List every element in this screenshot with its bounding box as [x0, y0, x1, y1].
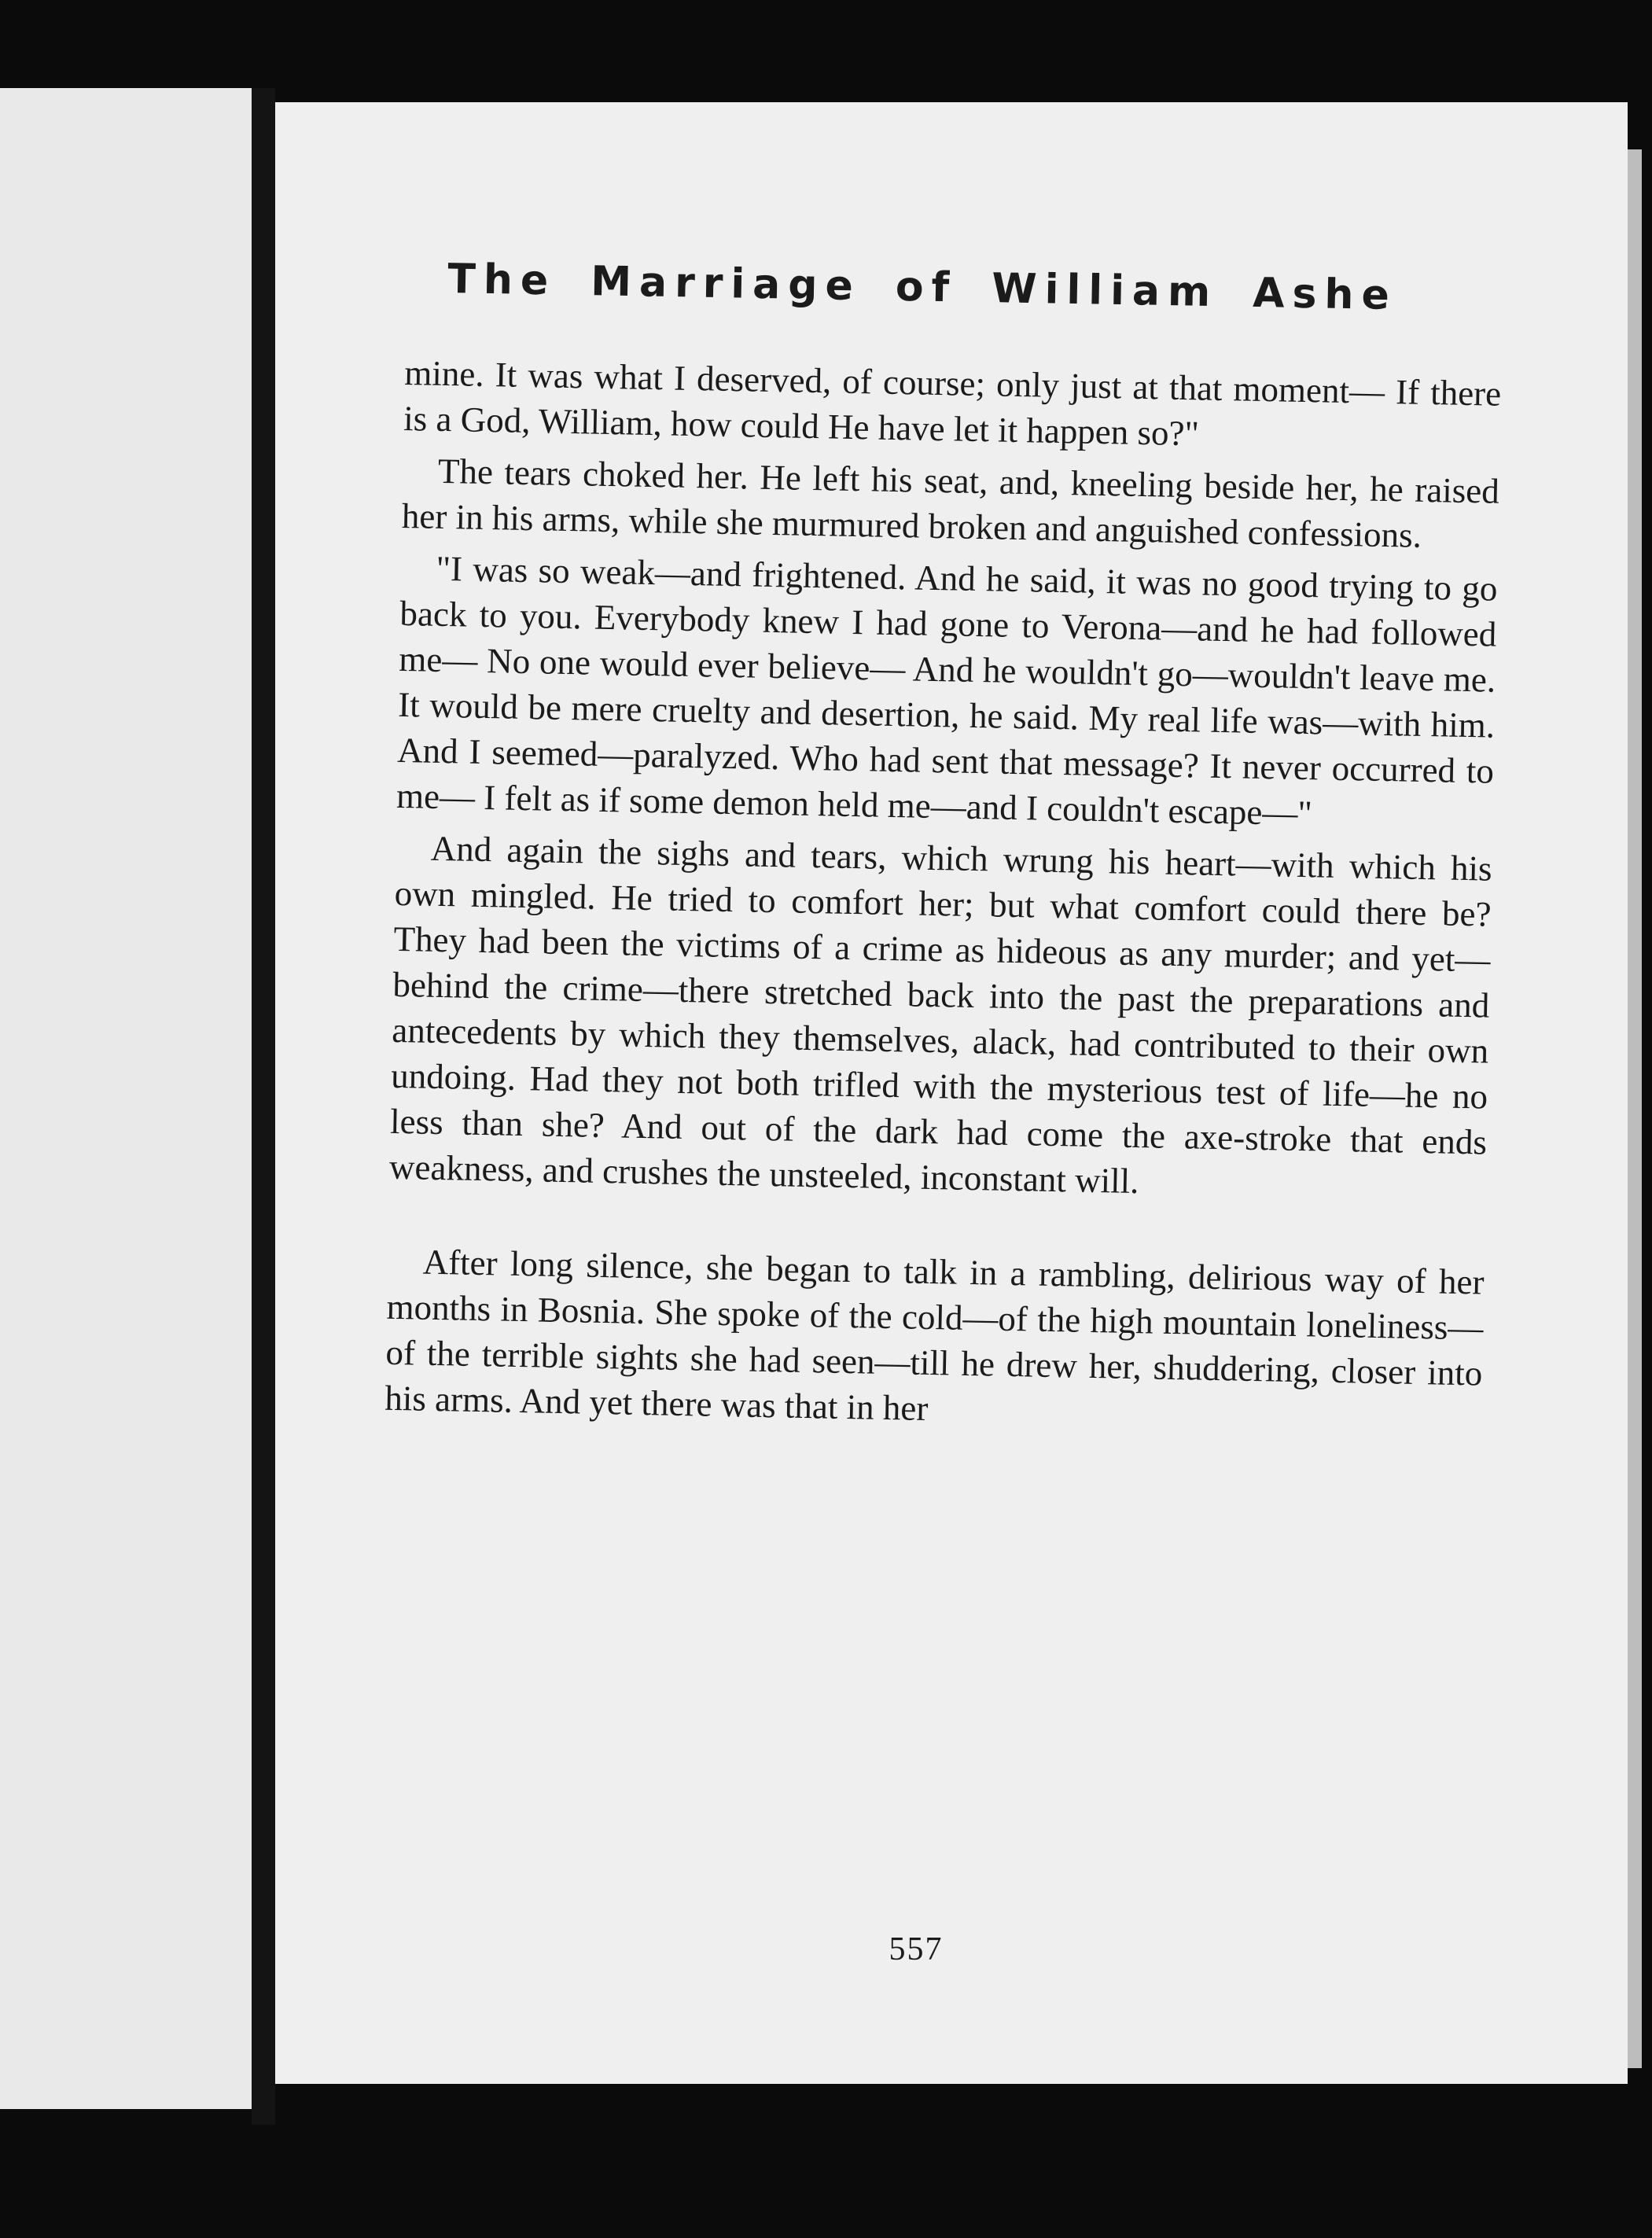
book-gutter: [252, 88, 275, 2125]
paragraph-5: After long silence, she began to talk in a rambling, delirious way of her months in Bosnia. She spoke of the cold—of the high mountain loneliness—of the terrible sights she had seen—till he drew her, shuddering, closer into his arms. And yet there was that in her: [384, 1242, 1485, 1429]
book-page: [275, 102, 1628, 2084]
paragraph-3: "I was so weak—and frightened. And he said, it was no good trying to go back to you. Everybody knew I had gone to Verona—and he had followed me— No one would ever believe— And he wouldn't go—wouldn't leave me. It would be mere cruelty and desertion, he said. My real life was—with him. And I seemed—paralyzed. Who had sent that message? It never occurred to me— I felt as if some demon held me—and I couldn't escape—": [396, 548, 1498, 834]
running-title: The Marriage of William Ashe: [447, 256, 1398, 320]
facing-page: [0, 88, 252, 2109]
body-text: [384, 350, 1502, 1448]
page-number: 557: [889, 1931, 944, 1967]
paragraph-1: mine. It was what I deserved, of course; only just at that moment— If there is a God, William, how could He have let it happen so?": [403, 352, 1502, 454]
paragraph-4: And again the sighs and tears, which wrung his heart—with which his own mingled. He tried to comfort her; but what comfort could there be? They had been the victims of a crime as hideous as any murder; and yet—behind the crime—there stretched back into the past the preparations and antecedents by which they themselves, alack, had contributed to their own undoing. Had they not both trifled with the mysterious test of life—he no less than she? And out of the dark had come the axe-stroke that ends weakness, and crushes the unsteeled, inconstant will.: [388, 828, 1493, 1202]
page-edge: [1628, 149, 1642, 2068]
paragraph-2: The tears choked her. He left his seat, and, kneeling beside her, he raised her in his arms, while she murmured broken and anguished confessions.: [401, 451, 1500, 555]
